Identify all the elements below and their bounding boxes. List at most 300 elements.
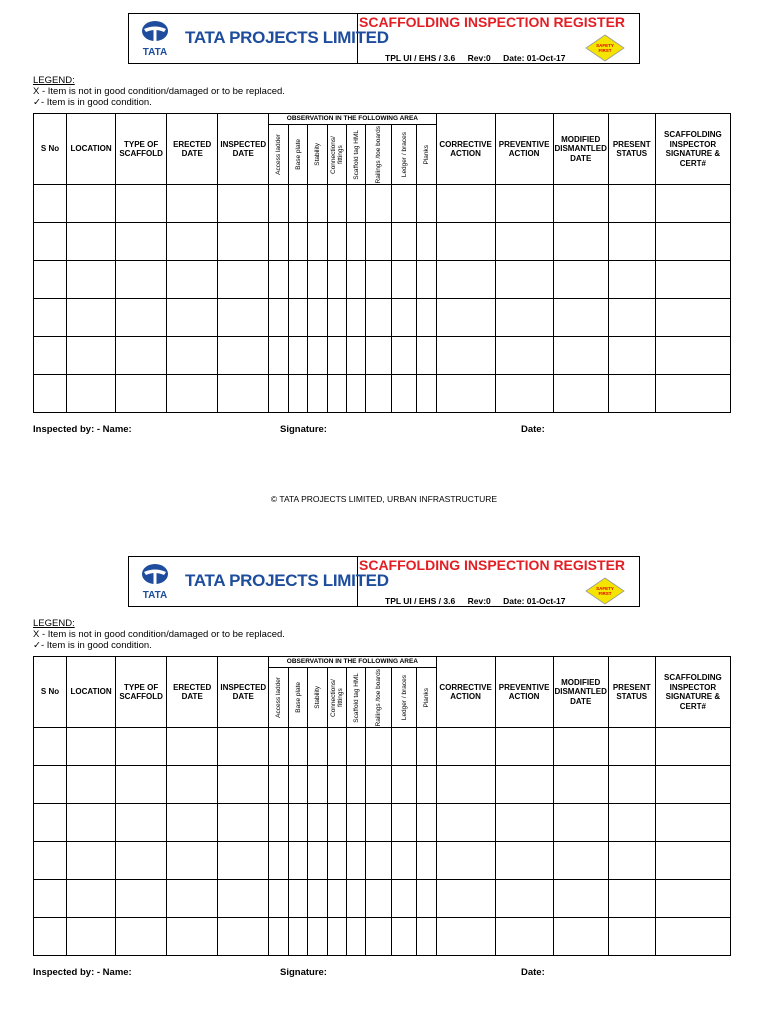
table-cell[interactable] [495,804,553,842]
table-cell[interactable] [608,766,655,804]
table-cell[interactable] [218,804,269,842]
form-header [128,556,640,607]
table-row [34,299,731,337]
table-cell[interactable] [553,804,608,842]
table-cell[interactable] [289,299,308,337]
table-cell[interactable] [366,223,392,261]
table-cell[interactable] [655,880,730,918]
table-cell[interactable] [308,880,328,918]
table-cell[interactable] [608,299,655,337]
table-cell[interactable] [328,261,347,299]
table-cell[interactable] [308,918,328,956]
table-cell[interactable] [67,766,116,804]
col-erected: ERECTED DATE [167,114,218,185]
table-cell[interactable] [289,337,308,375]
table-cell[interactable] [392,842,417,880]
table-cell[interactable] [308,185,328,223]
table-cell[interactable] [218,375,269,413]
register-title: SCAFFOLDING INSPECTION REGISTER [359,557,626,573]
table-cell[interactable] [417,766,436,804]
table-cell[interactable] [347,299,366,337]
table-cell[interactable] [366,728,392,766]
table-cell[interactable] [417,223,436,261]
legend-title: LEGEND: [33,618,75,629]
table-cell[interactable] [269,223,289,261]
table-cell[interactable] [608,804,655,842]
obs-col-header: Base plate [289,668,308,728]
table-cell[interactable] [116,223,167,261]
table-cell[interactable] [328,185,347,223]
table-cell[interactable] [436,223,495,261]
table-cell[interactable] [308,766,328,804]
table-cell[interactable] [347,804,366,842]
col-status: PRESENT STATUS [608,114,655,185]
table-cell[interactable] [34,375,67,413]
obs-col-header: Access ladder [269,668,289,728]
table-cell[interactable] [328,337,347,375]
table-cell[interactable] [553,223,608,261]
table-cell[interactable] [495,842,553,880]
table-row [34,375,731,413]
table-cell[interactable] [289,918,308,956]
obs-col-header: Planks [417,125,436,185]
table-cell[interactable] [608,375,655,413]
table-cell[interactable] [417,185,436,223]
table-cell[interactable] [366,880,392,918]
table-cell[interactable] [289,185,308,223]
table-cell[interactable] [34,766,67,804]
doc-date: Date: 01-Oct-17 [503,596,566,606]
table-cell[interactable] [347,185,366,223]
col-preventive: PREVENTIVE ACTION [495,114,553,185]
table-cell[interactable] [392,766,417,804]
table-cell[interactable] [67,880,116,918]
obs-col-header: Ledger / braces [392,125,417,185]
table-row [34,261,731,299]
table-cell[interactable] [67,728,116,766]
table-cell[interactable] [655,337,730,375]
table-cell[interactable] [655,728,730,766]
table-cell[interactable] [34,918,67,956]
table-cell[interactable] [34,223,67,261]
obs-col-header: Railings /toe boards [366,125,392,185]
table-cell[interactable] [269,880,289,918]
table-cell[interactable] [289,728,308,766]
table-cell[interactable] [436,842,495,880]
table-cell[interactable] [67,842,116,880]
legend [33,618,285,651]
obs-col-header: Stability [308,125,328,185]
table-cell[interactable] [347,261,366,299]
table-cell[interactable] [436,766,495,804]
inspected-by-label: Inspected by: - Name: [33,424,132,435]
table-cell[interactable] [495,728,553,766]
table-cell[interactable] [608,337,655,375]
doc-code: TPL UI / EHS / 3.6 [385,53,456,63]
table-cell[interactable] [116,375,167,413]
table-cell[interactable] [269,804,289,842]
table-cell[interactable] [655,299,730,337]
table-cell[interactable] [553,766,608,804]
table-cell[interactable] [34,261,67,299]
table-cell[interactable] [347,728,366,766]
table-cell[interactable] [328,728,347,766]
table-cell[interactable] [347,918,366,956]
table-cell[interactable] [553,880,608,918]
signature-label: Signature: [280,967,327,978]
obs-col-header: Railings /toe boards [366,668,392,728]
inspection-form-1 [0,0,768,440]
table-cell[interactable] [34,299,67,337]
table-cell[interactable] [436,728,495,766]
table-cell[interactable] [366,299,392,337]
brand-name: TATA PROJECTS LIMITED [185,28,389,47]
table-cell[interactable] [289,223,308,261]
table-cell[interactable] [553,918,608,956]
table-cell[interactable] [116,728,167,766]
table-cell[interactable] [347,337,366,375]
col-sno: S No [34,657,67,728]
observation-header: OBSERVATION IN THE FOLLOWING AREA [269,657,436,668]
table-cell[interactable] [116,918,167,956]
register-title: SCAFFOLDING INSPECTION REGISTER [359,14,626,30]
table-cell[interactable] [347,375,366,413]
table-cell[interactable] [553,261,608,299]
table-cell[interactable] [67,804,116,842]
table-cell[interactable] [328,375,347,413]
table-cell[interactable] [655,804,730,842]
table-cell[interactable] [116,880,167,918]
table-cell[interactable] [218,880,269,918]
table-cell[interactable] [167,375,218,413]
table-cell[interactable] [167,766,218,804]
table-cell[interactable] [67,299,116,337]
copyright-notice: © TATA PROJECTS LIMITED, URBAN INFRASTRUCTURE [270,494,498,504]
table-cell[interactable] [308,299,328,337]
table-cell[interactable] [347,766,366,804]
legend-tick-line: ✓- Item is in good condition. [33,97,152,108]
table-cell[interactable] [347,842,366,880]
table-cell[interactable] [417,842,436,880]
table-cell[interactable] [436,880,495,918]
table-cell[interactable] [328,299,347,337]
svg-text:FIRST: FIRST [598,48,612,53]
table-cell[interactable] [553,185,608,223]
col-signature: SCAFFOLDING INSPECTOR SIGNATURE & CERT# [655,657,730,728]
svg-text:TATA: TATA [142,590,168,601]
table-cell[interactable] [289,804,308,842]
table-cell[interactable] [218,842,269,880]
legend-cross-line: X - Item is not in good condition/damaged or to be replaced. [33,86,285,97]
obs-col-header: Connections/ fittings [328,125,347,185]
table-row [34,880,731,918]
table-cell[interactable] [218,337,269,375]
table-cell[interactable] [347,223,366,261]
table-cell[interactable] [392,261,417,299]
table-cell[interactable] [495,299,553,337]
table-cell[interactable] [308,223,328,261]
table-cell[interactable] [308,728,328,766]
table-cell[interactable] [436,261,495,299]
table-cell[interactable] [167,337,218,375]
table-cell[interactable] [655,918,730,956]
col-corrective: CORRECTIVE ACTION [436,114,495,185]
table-cell[interactable] [608,185,655,223]
table-cell[interactable] [116,185,167,223]
table-cell[interactable] [417,337,436,375]
table-cell[interactable] [608,261,655,299]
table-cell[interactable] [608,842,655,880]
table-cell[interactable] [289,842,308,880]
table-cell[interactable] [608,728,655,766]
table-cell[interactable] [366,337,392,375]
table-cell[interactable] [218,185,269,223]
table-cell[interactable] [67,918,116,956]
col-type: TYPE OF SCAFFOLD [116,114,167,185]
table-cell[interactable] [328,918,347,956]
table-cell[interactable] [495,375,553,413]
table-cell[interactable] [553,299,608,337]
table-cell[interactable] [308,842,328,880]
table-cell[interactable] [34,842,67,880]
table-cell[interactable] [436,185,495,223]
table-cell[interactable] [116,804,167,842]
table-cell[interactable] [366,842,392,880]
table-cell[interactable] [34,804,67,842]
table-cell[interactable] [289,766,308,804]
table-cell[interactable] [218,261,269,299]
table-cell[interactable] [436,918,495,956]
col-inspected: INSPECTED DATE [218,114,269,185]
table-cell[interactable] [218,766,269,804]
table-cell[interactable] [655,766,730,804]
col-signature: SCAFFOLDING INSPECTOR SIGNATURE & CERT# [655,114,730,185]
date-label: Date: [521,424,545,435]
table-cell[interactable] [116,337,167,375]
table-cell[interactable] [67,223,116,261]
table-cell[interactable] [495,185,553,223]
table-cell[interactable] [269,918,289,956]
table-cell[interactable] [269,766,289,804]
obs-col-header: Connections/ fittings [328,668,347,728]
table-cell[interactable] [167,804,218,842]
table-cell[interactable] [553,728,608,766]
table-row [34,223,731,261]
table-cell[interactable] [269,842,289,880]
table-cell[interactable] [392,223,417,261]
legend [33,75,285,108]
table-cell[interactable] [328,223,347,261]
table-cell[interactable] [417,918,436,956]
table-cell[interactable] [417,299,436,337]
table-cell[interactable] [392,299,417,337]
table-cell[interactable] [495,337,553,375]
table-cell[interactable] [495,880,553,918]
inspection-form-2 [0,543,768,983]
legend-cross-line: X - Item is not in good condition/damaged or to be replaced. [33,629,285,640]
table-cell[interactable] [392,337,417,375]
col-preventive: PREVENTIVE ACTION [495,657,553,728]
doc-code: TPL UI / EHS / 3.6 [385,596,456,606]
table-cell[interactable] [366,185,392,223]
table-cell[interactable] [392,918,417,956]
table-cell[interactable] [417,261,436,299]
table-cell[interactable] [269,261,289,299]
table-cell[interactable] [167,880,218,918]
table-cell[interactable] [436,299,495,337]
table-row [34,918,731,956]
table-row [34,337,731,375]
table-row [34,766,731,804]
table-cell[interactable] [495,918,553,956]
table-cell[interactable] [218,299,269,337]
col-erected: ERECTED DATE [167,657,218,728]
table-cell[interactable] [308,375,328,413]
table-cell[interactable] [67,375,116,413]
table-cell[interactable] [116,299,167,337]
table-row [34,728,731,766]
table-cell[interactable] [392,728,417,766]
table-cell[interactable] [34,880,67,918]
logo-cell [129,14,389,63]
table-cell[interactable] [347,880,366,918]
table-cell[interactable] [655,261,730,299]
table-cell[interactable] [655,185,730,223]
table-cell[interactable] [269,299,289,337]
doc-date: Date: 01-Oct-17 [503,53,566,63]
document-reference [385,596,576,606]
table-cell[interactable] [116,842,167,880]
table-cell[interactable] [218,918,269,956]
col-location: LOCATION [67,114,116,185]
table-cell[interactable] [116,261,167,299]
form-header [128,13,640,64]
table-row [34,804,731,842]
date-label: Date: [521,967,545,978]
inspection-table [33,656,731,956]
table-cell[interactable] [655,223,730,261]
table-cell[interactable] [328,842,347,880]
table-cell[interactable] [328,880,347,918]
table-cell[interactable] [308,804,328,842]
table-cell[interactable] [553,337,608,375]
col-type: TYPE OF SCAFFOLD [116,657,167,728]
table-cell[interactable] [366,766,392,804]
obs-col-header: Scaffold tag HML [347,125,366,185]
table-cell[interactable] [34,728,67,766]
table-cell[interactable] [366,261,392,299]
table-cell[interactable] [436,804,495,842]
table-cell[interactable] [34,185,67,223]
table-cell[interactable] [67,337,116,375]
col-sno: S No [34,114,67,185]
table-cell[interactable] [392,185,417,223]
inspection-table [33,113,731,413]
tata-logo-icon [134,20,176,58]
table-cell[interactable] [392,375,417,413]
table-cell[interactable] [167,185,218,223]
document-reference [385,53,576,63]
table-cell[interactable] [553,842,608,880]
table-cell[interactable] [167,728,218,766]
brand-name: TATA PROJECTS LIMITED [185,571,389,590]
table-cell[interactable] [308,337,328,375]
svg-text:FIRST: FIRST [598,591,612,596]
col-modified: MODIFIED DISMANTLED DATE [553,114,608,185]
table-cell[interactable] [167,842,218,880]
table-cell[interactable] [366,804,392,842]
table-cell[interactable] [218,728,269,766]
table-cell[interactable] [328,766,347,804]
table-cell[interactable] [167,261,218,299]
table-cell[interactable] [34,337,67,375]
table-cell[interactable] [167,299,218,337]
table-cell[interactable] [269,728,289,766]
table-cell[interactable] [328,804,347,842]
table-cell[interactable] [269,185,289,223]
table-cell[interactable] [308,261,328,299]
table-cell[interactable] [269,337,289,375]
table-row [34,185,731,223]
obs-col-header: Access ladder [269,125,289,185]
table-cell[interactable] [417,880,436,918]
table-cell[interactable] [218,223,269,261]
table-cell[interactable] [655,842,730,880]
col-location: LOCATION [67,657,116,728]
table-cell[interactable] [366,375,392,413]
table-cell[interactable] [608,223,655,261]
svg-text:TATA: TATA [142,47,168,58]
table-cell[interactable] [116,766,167,804]
table-cell[interactable] [392,880,417,918]
table-cell[interactable] [417,375,436,413]
table-cell[interactable] [495,261,553,299]
table-cell[interactable] [67,185,116,223]
logo-cell [129,557,389,606]
col-corrective: CORRECTIVE ACTION [436,657,495,728]
revision: Rev:0 [467,596,491,606]
table-cell[interactable] [392,804,417,842]
table-cell[interactable] [289,261,308,299]
table-cell[interactable] [417,728,436,766]
table-cell[interactable] [436,337,495,375]
obs-col-header: Base plate [289,125,308,185]
table-cell[interactable] [436,375,495,413]
obs-col-header: Stability [308,668,328,728]
table-cell[interactable] [366,918,392,956]
table-cell[interactable] [553,375,608,413]
table-cell[interactable] [655,375,730,413]
col-status: PRESENT STATUS [608,657,655,728]
table-cell[interactable] [289,375,308,413]
table-cell[interactable] [608,918,655,956]
table-cell[interactable] [167,223,218,261]
table-cell[interactable] [269,375,289,413]
table-cell[interactable] [495,223,553,261]
col-inspected: INSPECTED DATE [218,657,269,728]
table-cell[interactable] [608,880,655,918]
obs-col-header: Planks [417,668,436,728]
signature-label: Signature: [280,424,327,435]
table-cell[interactable] [167,918,218,956]
svg-text:SAFETY: SAFETY [596,43,614,48]
table-cell[interactable] [289,880,308,918]
svg-text:SAFETY: SAFETY [596,586,614,591]
col-modified: MODIFIED DISMANTLED DATE [553,657,608,728]
table-cell[interactable] [417,804,436,842]
table-cell[interactable] [67,261,116,299]
table-cell[interactable] [495,766,553,804]
